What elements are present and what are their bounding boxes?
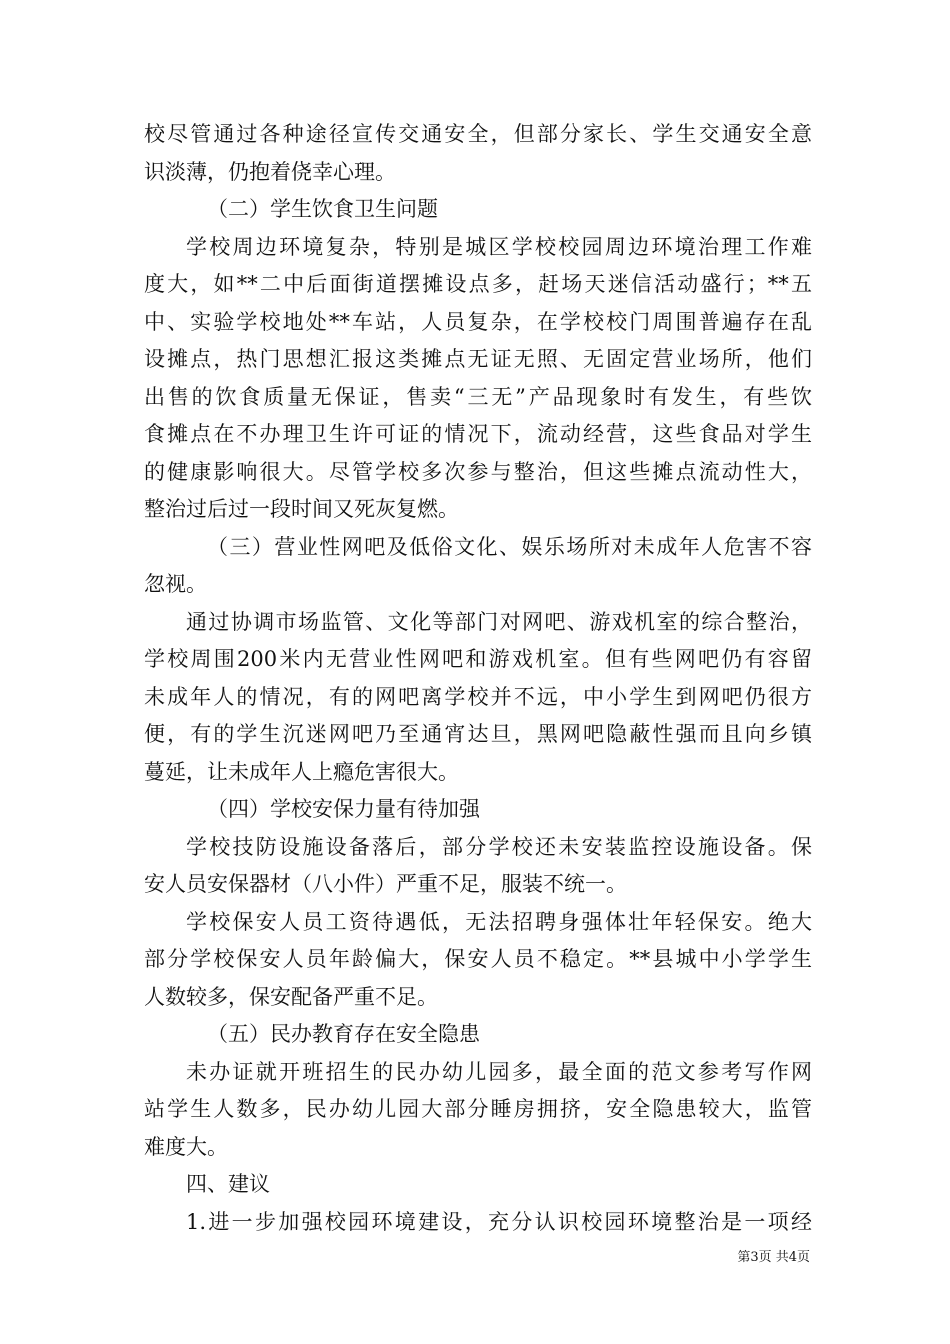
paragraph-line: 食摊点在不办理卫生许可证的情况下，流动经营，这些食品对学生 <box>144 422 812 446</box>
paragraph-line: 学校技防设施设备落后，部分学校还未安装监控设施设备。保 <box>186 834 812 859</box>
paragraph-line: 识淡薄，仍抱着侥幸心理。 <box>144 159 396 184</box>
document-body <box>144 116 812 1241</box>
section-heading: （五）民办教育存在安全隐患 <box>207 1022 480 1046</box>
section-heading: 忽视。 <box>144 572 207 596</box>
paragraph-line: 的健康影响很大。尽管学校多次参与整治，但这些摊点流动性大， <box>144 459 812 484</box>
paragraph-line: 设摊点，热门思想汇报这类摊点无证无照、无固定营业场所，他们 <box>144 347 812 371</box>
section-heading: （二）学生饮食卫生问题 <box>207 197 438 221</box>
paragraph-line: 校尽管通过各种途径宣传交通安全，但部分家长、学生交通安全意 <box>144 122 812 146</box>
paragraph-line: 蔓延，让未成年人上瘾危害很大。 <box>144 759 459 784</box>
section-heading: （四）学校安保力量有待加强 <box>207 797 480 821</box>
paragraph-line: 中、实验学校地处**车站，人员复杂，在学校校门周围普遍存在乱 <box>144 309 812 334</box>
paragraph-line: 整治过后过一段时间又死灰复燃。 <box>144 497 459 521</box>
paragraph-line: 学校周围200米内无营业性网吧和游戏机室。但有些网吧仍有容留 <box>144 647 812 671</box>
paragraph-line: 学校周边环境复杂，特别是城区学校校园周边环境治理工作难 <box>186 234 812 259</box>
paragraph-line: 便，有的学生沉迷网吧乃至通宵达旦，黑网吧隐蔽性强而且向乡镇 <box>144 722 812 746</box>
paragraph-line: 难度大。 <box>144 1134 228 1159</box>
section-heading: （三）营业性网吧及低俗文化、娱乐场所对未成年人危害不容 <box>207 534 812 559</box>
paragraph-line: 学校保安人员工资待遇低，无法招聘身强体壮年轻保安。绝大 <box>186 909 812 934</box>
paragraph-line: 未办证就开班招生的民办幼儿园多，最全面的范文参考写作网 <box>186 1059 812 1084</box>
section-heading: 四、建议 <box>186 1172 270 1196</box>
paragraph-line: 人数较多，保安配备严重不足。 <box>144 984 438 1009</box>
paragraph-line: 度大，如**二中后面街道摆摊设点多，赶场天迷信活动盛行；**五 <box>144 272 812 296</box>
paragraph-line: 站学生人数多，民办幼儿园大部分睡房拥挤，安全隐患较大，监管 <box>144 1097 812 1121</box>
paragraph-line: 安人员安保器材（八小件）严重不足，服装不统一。 <box>144 872 627 896</box>
paragraph-line: 通过协调市场监管、文化等部门对网吧、游戏机室的综合整治， <box>186 609 812 634</box>
paragraph-line: 出售的饮食质量无保证，售卖“三无”产品现象时有发生，有些饮 <box>144 384 812 409</box>
paragraph-line: 未成年人的情况，有的网吧离学校并不远，中小学生到网吧仍很方 <box>144 684 812 709</box>
paragraph-line: 部分学校保安人员年龄偏大，保安人员不稳定。**县城中小学学生 <box>144 947 812 971</box>
paragraph-line: 1.进一步加强校园环境建设，充分认识校园环境整治是一项经 <box>186 1209 812 1234</box>
page-number: 第3页 共4页 <box>737 1250 810 1265</box>
